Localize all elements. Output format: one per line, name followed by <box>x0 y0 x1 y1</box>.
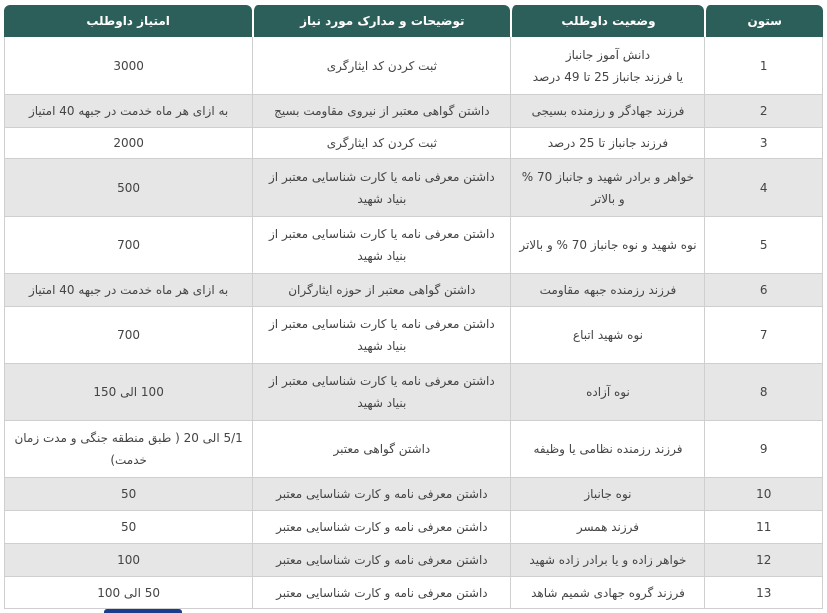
table-row <box>4 544 823 577</box>
score-cell: به ازای هر ماه خدمت در جبهه 40 امتیاز <box>4 95 252 128</box>
docs-cell: داشتن معرفی نامه یا کارت شناسایی معتبر از بنیاد شهید <box>252 364 510 421</box>
status-cell: فرزند همسر <box>510 511 704 544</box>
status-cell: خواهر و برادر شهید و جانباز 70 % و بالاتر <box>510 159 704 217</box>
docs-cell: داشتن گواهی معتبر <box>252 421 510 478</box>
row-number-cell: 3 <box>704 128 823 159</box>
status-cell: نوه شهید و نوه جانباز 70 % و بالاتر <box>510 217 704 274</box>
table-row <box>4 37 823 95</box>
table-row <box>4 577 823 609</box>
status-cell: نوه جانباز <box>510 478 704 511</box>
table-row <box>4 128 823 159</box>
score-cell: 3000 <box>4 37 252 95</box>
docs-cell: داشتن معرفی نامه و کارت شناسایی معتبر <box>252 478 510 511</box>
score-cell: 50 <box>4 511 252 544</box>
table-row <box>4 478 823 511</box>
table-row <box>4 95 823 128</box>
score-cell: 100 <box>4 544 252 577</box>
row-number-cell: 8 <box>704 364 823 421</box>
score-cell: به ازای هر ماه خدمت در جبهه 40 امتیاز <box>4 274 252 307</box>
table-row <box>4 364 823 421</box>
row-number-cell: 4 <box>704 159 823 217</box>
docs-cell: داشتن معرفی نامه و کارت شناسایی معتبر <box>252 511 510 544</box>
docs-cell: داشتن معرفی نامه و کارت شناسایی معتبر <box>252 544 510 577</box>
score-cell: 50 <box>4 478 252 511</box>
header-row-number: ستون <box>704 5 823 37</box>
row-number-cell: 13 <box>704 577 823 609</box>
table-row <box>4 159 823 217</box>
status-cell: فرزند گروه جهادی شمیم شاهد <box>510 577 704 609</box>
row-number-cell: 9 <box>704 421 823 478</box>
scroll-indicator <box>104 609 182 613</box>
row-number-cell: 12 <box>704 544 823 577</box>
row-number-cell: 2 <box>704 95 823 128</box>
docs-cell: داشتن معرفی نامه یا کارت شناسایی معتبر از بنیاد شهید <box>252 307 510 364</box>
score-cell: 2000 <box>4 128 252 159</box>
header-score: امتیاز داوطلب <box>4 5 252 37</box>
score-cell: 700 <box>4 217 252 274</box>
table-row <box>4 421 823 478</box>
docs-cell: داشتن گواهی معتبر از حوزه ایثارگران <box>252 274 510 307</box>
table-row <box>4 511 823 544</box>
score-cell: 100 الی 150 <box>4 364 252 421</box>
header-docs: توضیحات و مدارک مورد نیاز <box>252 5 510 37</box>
docs-cell: داشتن معرفی نامه یا کارت شناسایی معتبر از بنیاد شهید <box>252 217 510 274</box>
docs-cell: ثبت کردن کد ایثارگری <box>252 37 510 95</box>
status-cell: خواهر زاده و یا برادر زاده شهید <box>510 544 704 577</box>
docs-cell: داشتن گواهی معتبر از نیروی مقاومت بسیج <box>252 95 510 128</box>
status-cell: دانش آموز جانباز یا فرزند جانباز 25 تا 49 درصد <box>510 37 704 95</box>
row-number-cell: 6 <box>704 274 823 307</box>
status-cell: فرزند جهادگر و رزمنده بسیجی <box>510 95 704 128</box>
score-cell: 500 <box>4 159 252 217</box>
table-header-row <box>4 5 823 37</box>
status-cell: فرزند رزمنده نظامی یا وظیفه <box>510 421 704 478</box>
score-cell: 700 <box>4 307 252 364</box>
row-number-cell: 7 <box>704 307 823 364</box>
row-number-cell: 11 <box>704 511 823 544</box>
status-cell: نوه آزاده <box>510 364 704 421</box>
quota-score-table <box>4 5 823 609</box>
docs-cell: داشتن معرفی نامه یا کارت شناسایی معتبر از بنیاد شهید <box>252 159 510 217</box>
table-row <box>4 274 823 307</box>
table-row <box>4 307 823 364</box>
docs-cell: ثبت کردن کد ایثارگری <box>252 128 510 159</box>
row-number-cell: 10 <box>704 478 823 511</box>
status-cell: نوه شهید اتباع <box>510 307 704 364</box>
table-row <box>4 217 823 274</box>
score-cell: 50 الی 100 <box>4 577 252 609</box>
score-cell: 5/1 الی 20 ( طبق منطقه جنگی و مدت زمان خدمت) <box>4 421 252 478</box>
status-cell: فرزند رزمنده جبهه مقاومت <box>510 274 704 307</box>
header-status: وضعیت داوطلب <box>510 5 704 37</box>
docs-cell: داشتن معرفی نامه و کارت شناسایی معتبر <box>252 577 510 609</box>
row-number-cell: 5 <box>704 217 823 274</box>
row-number-cell: 1 <box>704 37 823 95</box>
status-cell: فرزند جانباز تا 25 درصد <box>510 128 704 159</box>
